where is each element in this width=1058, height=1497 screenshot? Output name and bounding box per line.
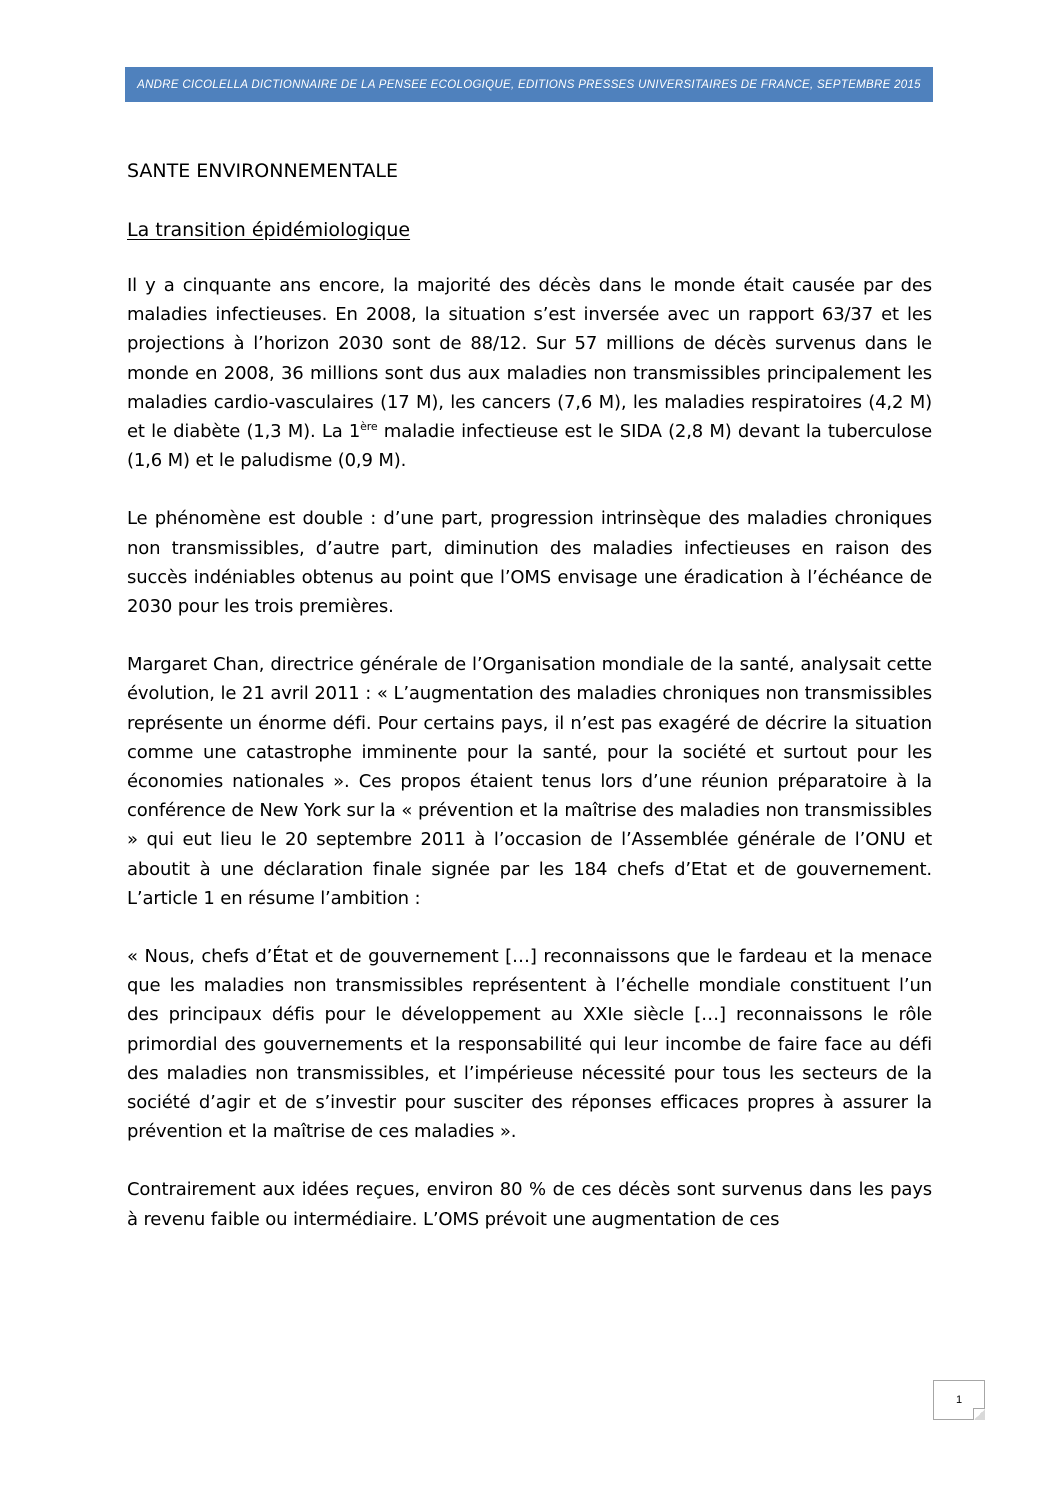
page-curl-icon bbox=[973, 1408, 985, 1420]
paragraph-1 bbox=[127, 271, 932, 475]
section-heading: La transition épidémiologique bbox=[127, 219, 411, 241]
page-number: 1 bbox=[955, 1394, 963, 1406]
document-title: SANTE ENVIRONNEMENTALE bbox=[127, 160, 399, 182]
paragraph-5: Contrairement aux idées reçues, environ 80 % de ces décès sont survenus dans les pays à revenu faible ou intermédiaire. L’OMS prévoit une augmentation de ces bbox=[127, 1179, 932, 1230]
paragraph-1-text: Il y a cinquante ans encore, la majorité des décès dans le monde était causée par des maladies infectieuses. En 2008, la situation s’est inversée avec un rapport 63/37 et les projections à l’horizon 2030 sont de 88/12. Sur 57 millions de décès survenus dans le monde en 2008, 36 millions sont dus aux maladies non transmissibles principalement les maladies cardio-vasculaires (17 M), les cancers (7,6 M), les maladies respiratoires (4,2 M) et le diabète (1,3 M). La 1 bbox=[127, 275, 932, 443]
superscript-ere: ère bbox=[360, 420, 378, 434]
paragraph-1-text-continued: maladie infectieuse est le SIDA (2,8 M) devant la tuberculose (1,6 M) et le paludisme (0,9 M). bbox=[127, 421, 932, 472]
quotation-paragraph: « Nous, chefs d’État et de gouvernement […] reconnaissons que le fardeau et la menace que les maladies non transmissibles représentent à l’échelle mondiale constituent l’un des principaux défis pour le développement au XXIe siècle […] reconnaissons le rôle primordial des gouvernements et la responsabilité qui leur incombe de faire face au défi des maladies non transmissibles, et l’impérieuse nécessité pour tous les secteurs de la société d’agir et de s’investir pour susciter des réponses efficaces propres à assurer la prévention et la maîtrise de ces maladies ». bbox=[127, 946, 932, 1143]
paragraph-3: Margaret Chan, directrice générale de l’Organisation mondiale de la santé, analysait cette évolution, le 21 avril 2011 : « L’augmentation des maladies chroniques non transmissibles représente un énorme défi. Pour certains pays, il n’est pas exagéré de décrire la situation comme une catastrophe imminente pour la santé, pour la société et surtout pour les économies nationales ». Ces propos étaient tenus lors d’une réunion préparatoire à la conférence de New York sur la « prévention et la maîtrise des maladies non transmissibles » qui eut lieu le 20 septembre 2011 à l’occasion de l’Assemblée générale de l’ONU et aboutit à une déclaration finale signée par les 184 chefs d’Etat et de gouvernement. L’article 1 en résume l’ambition : bbox=[127, 654, 932, 909]
document-body bbox=[127, 156, 932, 1263]
running-header bbox=[125, 67, 933, 102]
paragraph-2: Le phénomène est double : d’une part, progression intrinsèque des maladies chroniques non transmissibles, d’autre part, diminution des maladies infectieuses en raison des succès indéniables obtenus au point que l’OMS envisage une éradication à l’échéance de 2030 pour les trois premières. bbox=[127, 508, 932, 618]
running-header-text: ANDRE CICOLELLA DICTIONNAIRE DE LA PENSEE ECOLOGIQUE, EDITIONS PRESSES UNIVERSITAIRES DE FRANCE, SEPTEMBRE 2015 bbox=[137, 78, 921, 91]
page-number-box bbox=[933, 1380, 985, 1420]
